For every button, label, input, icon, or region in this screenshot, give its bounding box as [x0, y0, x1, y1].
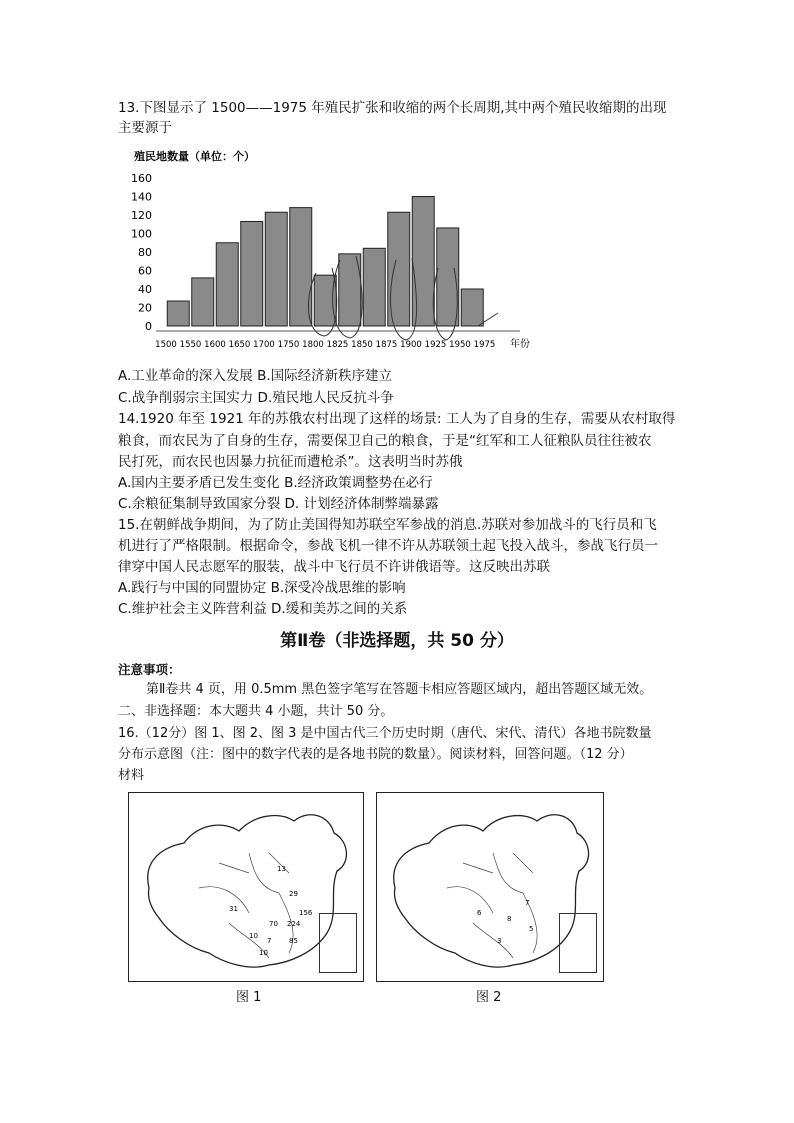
- x-tick-label: 1900: [400, 340, 422, 350]
- colony-count-chart: [128, 148, 548, 358]
- q16-stem-line2: 分布示意图（注：图中的数字代表的是各地书院的数量）。阅读材料，回答问题。（12 分）: [118, 747, 633, 762]
- y-tick-label: 120: [131, 209, 152, 222]
- q16-stem-line3: 材料: [118, 768, 145, 783]
- map1-number: 10: [249, 932, 258, 940]
- map2-number: 5: [529, 925, 534, 933]
- map1-number: 70: [269, 920, 278, 928]
- notes-line: 第Ⅱ卷共 4 页，用 0.5mm 黑色签字笔写在答题卡相应答题区域内，超出答题区域无效。: [146, 682, 653, 697]
- section-title: 第Ⅱ卷（非选择题，共 50 分）: [280, 631, 514, 651]
- x-tick-label: 1875: [375, 340, 398, 350]
- figure-2-map: [376, 792, 604, 982]
- q15-options-line1: A.践行与中国的同盟协定 B.深受冷战思维的影响: [118, 580, 406, 596]
- map1-number: 7: [267, 937, 272, 945]
- q15-stem-line1: 15.在朝鲜战争期间，为了防止美国得知苏联空军参战的消息.苏联对参加战斗的飞行员和飞: [118, 517, 657, 533]
- q13-stem-line1: 13.下图显示了 1500——1975 年殖民扩张和收缩的两个长周期,其中两个殖民收缩期的出现: [118, 100, 667, 116]
- x-axis-label: 年份: [510, 339, 530, 350]
- x-tick-label: 1850: [351, 340, 373, 350]
- bar-1900: [412, 197, 434, 327]
- q13-stem-line2: 主要源于: [118, 120, 172, 136]
- y-tick-label: 60: [138, 264, 152, 278]
- y-tick-label: 0: [145, 320, 152, 333]
- q14-stem-line1: 14.1920 年至 1921 年的苏俄农村出现了这样的场景: 工人为了自身的生存，需要从农村取得: [118, 411, 676, 427]
- bar-1825: [339, 254, 361, 326]
- chart-svg: [128, 148, 548, 358]
- q13-options-line1: A.工业革命的深入发展 B.国际经济新秩序建立: [118, 368, 393, 384]
- bar-1500: [167, 301, 189, 326]
- map2-number: 3: [497, 937, 502, 945]
- map1-number: 156: [299, 909, 313, 917]
- q14-options-line1: A.国内主要矛盾已发生变化 B.经济政策调整势在必行: [118, 475, 433, 491]
- q14-stem-line2: 粮食，而农民为了自身的生存，需要保卫自己的粮食，于是“红军和工人征粮队员往往被农: [118, 433, 652, 449]
- y-tick-label: 140: [131, 190, 152, 204]
- map1-number: 85: [289, 937, 298, 945]
- x-tick-label: 1650: [228, 340, 251, 350]
- figure-1-caption: 图 1: [236, 990, 262, 1005]
- y-tick-label: 40: [138, 283, 152, 296]
- x-tick-label: 1500: [155, 340, 177, 350]
- bar-1850: [363, 248, 385, 326]
- x-tick-label: 1950: [449, 340, 471, 350]
- bar-1550: [192, 278, 214, 326]
- q14-stem-line3: 民打死，而农民也因暴力抗征而遭枪杀”。这表明当时苏俄: [118, 454, 463, 470]
- x-tick-label: 1825: [326, 340, 349, 350]
- figure-2-caption: 图 2: [476, 990, 502, 1005]
- map1-number: 29: [289, 890, 298, 898]
- chart-title: 殖民地数量（单位：个）: [134, 150, 255, 163]
- y-tick-label: 20: [138, 301, 152, 315]
- x-tick-label: 1750: [277, 340, 300, 350]
- x-tick-label: 1925: [424, 340, 447, 350]
- figure-1-map: [128, 792, 364, 982]
- south-china-sea-inset: [559, 913, 597, 973]
- y-tick-label: 160: [131, 172, 152, 185]
- map2-number: 8: [507, 915, 512, 923]
- map1-number: 31: [229, 905, 238, 913]
- notes-title: 注意事项：: [118, 662, 181, 677]
- map1-number: 13: [277, 865, 286, 873]
- q15-options-line2: C.维护社会主义阵营利益 D.缓和美苏之间的关系: [118, 601, 408, 617]
- map1-number: 10: [259, 949, 268, 957]
- y-tick-label: 80: [138, 246, 152, 259]
- part2-line: 二、非选择题：本大题共 4 小题，共计 50 分。: [118, 704, 394, 719]
- q14-options-line2: C.余粮征集制导致国家分裂 D. 计划经济体制弊端暴露: [118, 496, 439, 512]
- bar-1600: [216, 243, 238, 326]
- y-tick-label: 100: [131, 227, 152, 241]
- south-china-sea-inset: [319, 913, 357, 973]
- x-tick-label: 1550: [179, 340, 202, 350]
- map1-number: 224: [287, 920, 301, 928]
- x-tick-label: 1600: [204, 340, 226, 350]
- bar-1950: [461, 289, 483, 326]
- bar-1700: [265, 212, 287, 326]
- q16-stem-line1: 16.（12分）图 1、图 2、图 3 是中国古代三个历史时期（唐代、宋代、清代）各地书院数量: [118, 726, 652, 741]
- q13-options-line2: C.战争削弱宗主国实力 D.殖民地人民反抗斗争: [118, 390, 394, 406]
- q15-stem-line2: 机进行了严格限制。根据命令，参战飞机一律不许从苏联领土起飞投入战斗，参战飞行员一: [118, 538, 658, 554]
- x-tick-label: 1975: [473, 340, 496, 350]
- bar-1650: [241, 221, 263, 326]
- x-tick-label: 1800: [302, 340, 324, 350]
- map2-number: 6: [477, 909, 482, 917]
- q15-stem-line3: 律穿中国人民志愿军的服装，战斗中飞行员不许讲俄语等。这反映出苏联: [118, 559, 550, 575]
- x-tick-label: 1700: [253, 340, 275, 350]
- map2-number: 7: [525, 899, 530, 907]
